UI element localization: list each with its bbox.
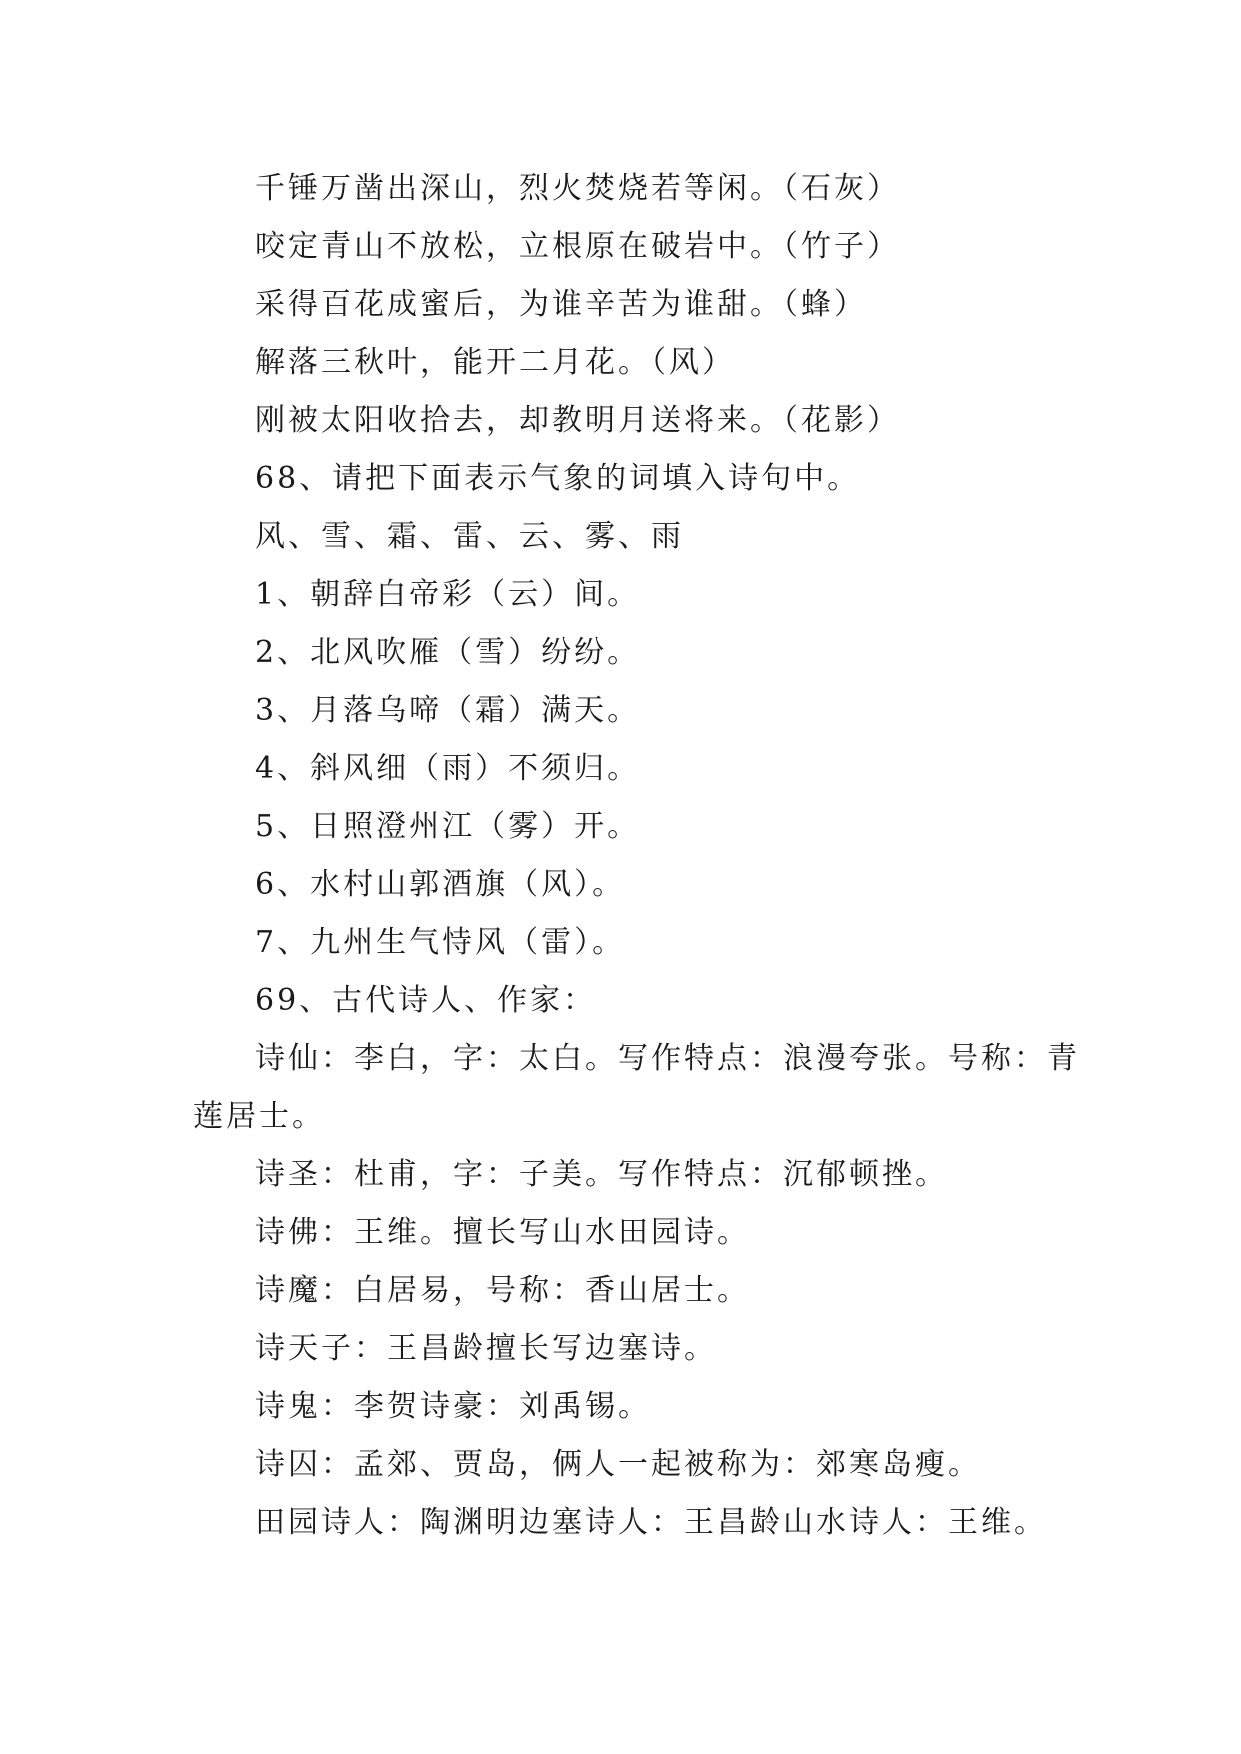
fill-item-7: 7、九州生气恃风（雷）。 — [255, 925, 626, 960]
fill-item-1: 1、朝辞白帝彩（云）间。 — [255, 577, 641, 612]
poet-categories: 田园诗人：陶渊明边塞诗人：王昌龄山水诗人：王维。 — [255, 1505, 1047, 1540]
fill-item-5: 5、日照澄州江（雾）开。 — [255, 809, 641, 844]
poet-meng-jiao-jia-dao: 诗囚：孟郊、贾岛，俩人一起被称为：郊寒岛瘦。 — [255, 1447, 981, 1482]
poet-wang-wei: 诗佛：王维。擅长写山水田园诗。 — [255, 1215, 750, 1250]
fill-item-3: 3、月落乌啼（霜）满天。 — [255, 693, 641, 728]
poet-wang-changling: 诗天子：王昌龄擅长写边塞诗。 — [255, 1331, 717, 1366]
question-68-heading: 68、请把下面表示气象的词填入诗句中。 — [255, 461, 861, 496]
poet-bai-juyi: 诗魔：白居易，号称：香山居士。 — [255, 1273, 750, 1308]
document-body — [193, 160, 1083, 1552]
question-69-heading: 69、古代诗人、作家： — [255, 983, 597, 1018]
poem-riddle-bamboo: 咬定青山不放松，立根原在破岩中。（竹子） — [255, 229, 900, 264]
poem-riddle-bee: 采得百花成蜜后，为谁辛苦为谁甜。（蜂） — [255, 287, 867, 322]
fill-item-2: 2、北风吹雁（雪）纷纷。 — [255, 635, 641, 670]
poet-li-bai: 诗仙：李白，字：太白。写作特点：浪漫夸张。号称：青莲居士。 — [193, 1041, 1080, 1134]
poet-li-he-liu-yuxi: 诗鬼：李贺诗豪：刘禹锡。 — [255, 1389, 651, 1424]
fill-item-4: 4、斜风细（雨）不须归。 — [255, 751, 641, 786]
poem-riddle-lime: 千锤万凿出深山，烈火焚烧若等闲。（石灰） — [255, 171, 900, 206]
weather-word-list: 风、雪、霜、雷、云、雾、雨 — [255, 519, 684, 554]
poem-riddle-flower-shadow: 刚被太阳收拾去，却教明月送将来。（花影） — [255, 403, 900, 438]
fill-item-6: 6、水村山郭酒旗（风）。 — [255, 867, 626, 902]
poem-riddle-wind: 解落三秋叶，能开二月花。（风） — [255, 345, 735, 380]
poet-du-fu: 诗圣：杜甫，字：子美。写作特点：沉郁顿挫。 — [255, 1157, 948, 1192]
